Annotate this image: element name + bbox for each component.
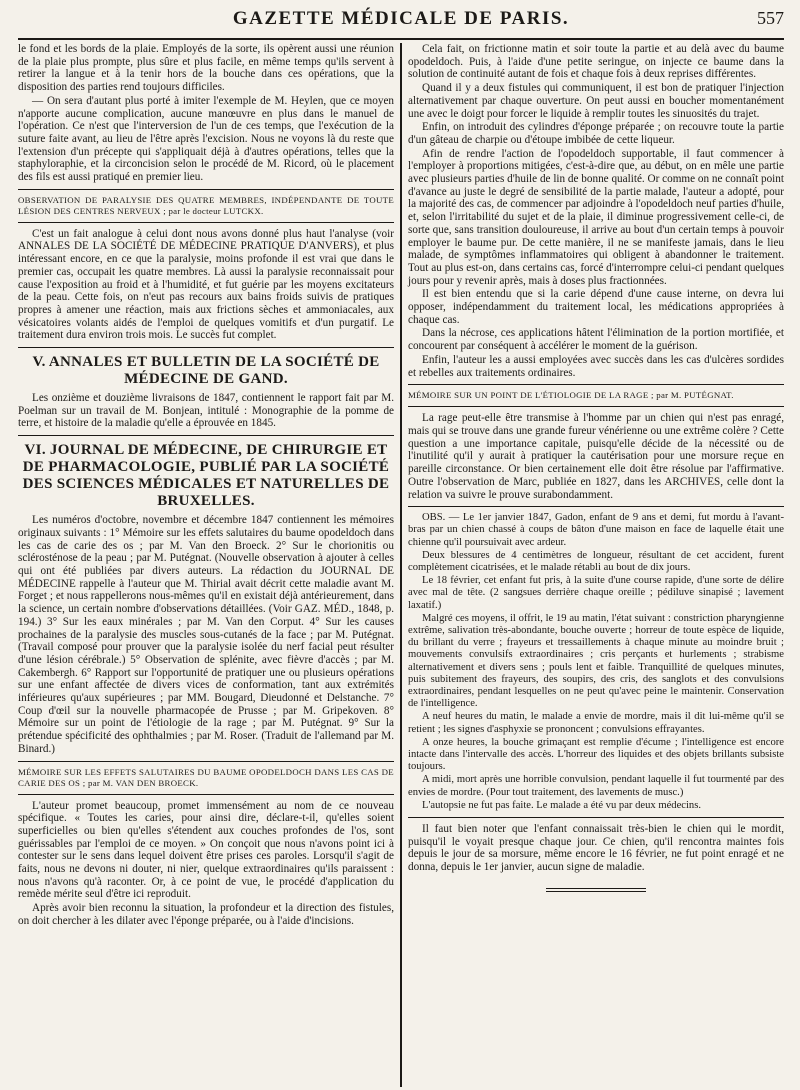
divider: [18, 435, 394, 436]
paragraph: Après avoir bien reconnu la situation, la profondeur et la direction des fistules, on doit chercher à les dilater avec l'éponge préparée, ou à l'aide d'incisions.: [18, 902, 394, 927]
paragraph: Enfin, on introduit des cylindres d'éponge préparée ; on recouvre toute la partie d'un gâteau de charpie ou d'étoupe imbibée de cette liqueur.: [408, 121, 784, 146]
memoire-heading: MÉMOIRE SUR LES EFFETS SALUTAIRES DU BAUME OPODELDOCH DANS LES CAS DE CARIE DES OS ; par M. VAN DEN BROECK.: [18, 766, 394, 788]
paragraph: Dans la nécrose, ces applications hâtent l'élimination de la portion mortifiée, et concourent par conséquent à accélérer le moment de la guérison.: [408, 327, 784, 353]
divider: [408, 817, 784, 818]
divider: [408, 506, 784, 507]
end-ornament-rule: [546, 888, 646, 892]
left-column: [18, 43, 400, 1087]
divider: [408, 384, 784, 385]
paragraph: Cela fait, on frictionne matin et soir toute la partie et au delà avec du baume opodeldoch. Puis, à l'aide d'une petite seringue, on injecte ce baume dans la solution de continuité autant de fois et chaque fois à deux reprises différentes.: [408, 43, 784, 81]
paragraph: le fond et les bords de la plaie. Employés de la sorte, ils opèrent aussi une réunion de la plaie plus prompte, plus sûre et plus facile, en même temps qu'ils servent à retirer la langue et à la tenir hors de la bouche dans ces opérations, que la disposition des parties rend toujours difficiles.: [18, 43, 394, 94]
divider: [408, 406, 784, 407]
right-column: [402, 43, 784, 1087]
two-column-body: [18, 43, 784, 1087]
divider: [18, 189, 394, 190]
observation-paragraph: Malgré ces moyens, il offrit, le 19 au matin, l'état suivant : constriction pharyngienne extrême, salivation très-abondante, bouche ouverte ; horreur de toute espèce de liquide, du brillant du verre ; frayeurs et tressaillements à chaque minute au moindre bruit ; mouvements convulsifs extraordinaires ; cris perçants et hurlements ; strabisme alternativement et divers sens ; pouls lent et faible. Tranquillité de quelques minutes, puis subitement des frayeurs, des soupirs, des cris, des sanglots et des convulsions extraordinaires, pendant lesquelles on ne peut qu'avec peine le maintenir. Conservation de l'intelligence.: [408, 612, 784, 710]
divider: [18, 761, 394, 762]
paragraph: Il est bien entendu que si la carie dépend d'une cause interne, on devra lui opposer, indépendamment du traitement local, les médications appropriées à chaque cas.: [408, 288, 784, 326]
observation-paragraph: Deux blessures de 4 centimètres de longueur, résultant de cet accident, furent complètement cicatrisées, et le malade rétabli au bout de dix jours.: [408, 549, 784, 574]
observation-paragraph: Le 18 février, cet enfant fut pris, à la suite d'une course rapide, d'une sorte de délire avec mal de tête. (2 sangsues derrière chaque oreille ; pédiluve sinapisé ; lavement laxatif.): [408, 575, 784, 611]
observation-paragraph: A neuf heures du matin, le malade a envie de mordre, mais il dit lui-même qu'il se retient ; les signes d'asphyxie se prononcent ; convulsions effrayantes.: [408, 711, 784, 735]
divider: [18, 347, 394, 348]
paragraph: Les numéros d'octobre, novembre et décembre 1847 contiennent les mémoires originaux suivants : 1° Mémoire sur les effets salutaires du baume opodeldoch dans les cas de carie des os ; par M. Van den Broeck. 2° Sur le chorionitis ou sclérosténose de la peau ; par M. Putégnat. (Nouvelle observation à ajouter à celles qui ont été publiées par divers auteurs. La rédaction du JOURNAL DE MÉDECINE rappelle à l'auteur que M. Thirial avait décrit cette maladie avant M. Forget ; et nous rappellerons nous-mêmes qu'il en existait déjà antérieurement, dans la science, un certain nombre d'observations détaillées. (Voir GAZ. MÉD., 1848, p. 194.) 3° Sur les eaux minérales ; par M. Van den Corput. 4° Sur les causes prochaines de la paralysie des muscles sous-cutanés de la face ; par M. Putégnat. (Travail composé pour prouver que la paralysie isolée du nerf facial peut résulter d'une lésion cérébrale.) 5° Observation de splénite, avec fièvre d'accès ; par M. Cakembergh. 6° Rapport sur l'opportunité de pratiquer une ou plusieurs opérations sur une enfant affectée de divers vices de conformation, tant aux extrémités inférieures qu'aux supérieures ; par MM. Bougard, Dieudonné et Delstanche. 7° Coup d'œil sur la nouvelle pharmacopée de Prusse ; par M. Gripekoven. 8° Mémoire sur un point de l'étiologie de la rage ; par M. Putégnat. 9° Sur la prétendue spécificité des ophthalmies ; par M. Roser. (Traduit de l'allemand par M. Binard.): [18, 514, 394, 755]
observation-paragraph: OBS. — Le 1er janvier 1847, Gadon, enfant de 9 ans et demi, fut mordu à l'avant-bras par un chien chassé à coups de bâton d'une maison en face de laquelle était une chienne qu'il poursuivait avec ardeur.: [408, 512, 784, 548]
paragraph: La rage peut-elle être transmise à l'homme par un chien qui n'est pas enragé, mais qui se trouve dans une grande fureur vénérienne ou une extrême colère ? Cette question a une importance capitale, puisqu'elle décide de la nécessité ou de l'inutilité qu'il y aurait à pratiquer la cautérisation pour une morsure reçue en pareille circonstance. Or bien certainement elle doit être résolue par l'affirmative. Outre l'observation de Marc, publiée en 1827, dans les ARCHIVES, celle dont la relation va suivre le prouve surabondamment.: [408, 412, 784, 501]
section-title: VI. JOURNAL DE MÉDECINE, DE CHIRURGIE ET DE PHARMACOLOGIE, PUBLIÉ PAR LA SOCIÉTÉ DES SCIENCES MÉDICALES ET NATURELLES DE BRUXELLES.: [22, 442, 390, 510]
divider: [18, 794, 394, 795]
paragraph: C'est un fait analogue à celui dont nous avons donné plus haut l'analyse (voir ANNALES DE LA SOCIÉTÉ DE MÉDECINE PRATIQUE D'ANVERS), et plus intéressant encore, en ce que la paralysie, moins profonde il est vrai que dans le premier cas, occupait les quatre membres. Là aussi la paralysie reconnaissait pour cause l'exposition au froid et à l'humidité, et fut guérie par les moyens excitateurs de la peau. Cette fois, on n'eut pas recours aux bains froids suivis de pratiques propres à amener une réaction, mais aux frictions sèches et ammoniacales, aux vésicatoires volants aidés de l'emploi de quelques vomitifs et d'un purgatif. Le traitement dura environ trois mois. Le succès fut complet.: [18, 227, 394, 342]
journal-title: GAZETTE MÉDICALE DE PARIS.: [232, 8, 570, 29]
paragraph: Afin de rendre l'action de l'opodeldoch supportable, il faut commencer à l'employer à proportions mitigées, c'est-à-dire que, au début, on en mêle une partie avec plusieurs parties d'huile de lin de bonne qualité. Or comme on ne connaît point d'avance au juste le degré de sensibilité de la partie malade, l'auteur a adopté, pour la majorité des cas, de commencer par adjoindre à l'opodeldoch neuf parties d'huile, et, selon l'irritabilité du sujet et de la plaie, il diminue progressivement celle-ci, de sorte que, sans transition douloureuse, il arrive au bout d'un certain temps à pouvoir employer le baume pur. De cette manière, il ne se manifeste jamais, dans le lieu malade, de symptômes inflammatoires qui obligent à abandonner le traitement. Tout au plus est-on, dans certains cas, forcé d'interrompre celui-ci pendant quelques jours pour y revenir après, mais à doses plus fractionnées.: [408, 147, 784, 287]
divider: [18, 222, 394, 223]
paragraph: L'auteur promet beaucoup, promet immensément au nom de ce nouveau spécifique. « Toutes les caries, pour ainsi dire, déclare-t-il, qu'elles soient superficielles ou bien qu'elles s'étendent aux couches profondes de l'os, sont guérissables par l'emploi de ce moyen. » On conçoit que nous n'avons point ici à contester sur le sens dans lequel doivent être prises ces paroles. Lorsqu'il s'agit de faits, nous ne devons ni douter, ni nier, quelque extraordinaires qu'ils paraissent : nous n'avons qu'à raconter. Or, à ce point de vue, le procédé d'application du remède mérite seul d'être ici reproduit.: [18, 799, 394, 901]
page-number: 557: [757, 8, 784, 28]
paragraph: Il faut bien noter que l'enfant connaissait très-bien le chien qui le mordit, puisqu'il le voyait presque chaque jour. Ce chien, qu'il rencontra maintes fois depuis le jour de sa morsure, même encore le 16 février, ne fut point enragé et ne donna, depuis le 1er janvier, aucun signe de maladie.: [408, 823, 784, 874]
section-title: V. ANNALES ET BULLETIN DE LA SOCIÉTÉ DE MÉDECINE DE GAND.: [32, 354, 380, 388]
observation-paragraph: L'autopsie ne fut pas faite. Le malade a été vu par deux médecins.: [422, 799, 701, 811]
page-header: [18, 8, 784, 40]
observation-heading: OBSERVATION DE PARALYSIE DES QUATRE MEMBRES, INDÉPENDANTE DE TOUTE LÉSION DES CENTRES NERVEUX ; par le docteur LUTCKX.: [18, 194, 394, 216]
observation-paragraph: A onze heures, la bouche grimaçant est remplie d'écume ; l'intelligence est encore intacte dans l'intervalle des accès. L'horreur des liquides et des objets brillants subsiste toujours.: [408, 736, 784, 773]
observation-paragraph: A midi, mort après une horrible convulsion, pendant laquelle il fut tourmenté par des envies de mordre. (Pour tout traitement, des lavements de musc.): [408, 774, 784, 798]
paragraph: Enfin, l'auteur les a aussi employées avec succès dans les cas d'ulcères sordides et rebelles aux traitements ordinaires.: [408, 353, 784, 379]
paragraph: Quand il y a deux fistules qui communiquent, il est bon de pratiquer l'injection alternativement par chaque ouverture. On peut aussi en boucher momentanément une avec le doigt pour forcer le liquide à remplir toutes les sinuosités du trajet.: [408, 82, 784, 120]
paragraph: — On sera d'autant plus porté à imiter l'exemple de M. Heylen, que ce moyen n'apporte aucune complication, aucune manœuvre en plus dans le manuel de l'opération. Ce n'est que l'interversion de l'un de ces temps, que l'exécution de la suture faite avant, au lieu de l'être après l'excision. Nous ne voyons là du reste que l'extension d'un précepte qui s'appliquait déjà à d'autres opérations, telles que la staphyloraphie, et la circoncision selon le procédé de M. Ricord, où le placement des fils est aussi pratiqué en premier lieu.: [18, 94, 394, 184]
paragraph: Les onzième et douzième livraisons de 1847, contiennent le rapport fait par M. Poelman sur un travail de M. Bonjean, intitulé : Monographie de la pomme de terre, et histoire de la maladie qu'elle a éprouvée en 1845.: [18, 392, 394, 430]
memoire-heading: MÉMOIRE SUR UN POINT DE L'ÉTIOLOGIE DE LA RAGE ; par M. PUTÉGNAT.: [408, 390, 734, 401]
